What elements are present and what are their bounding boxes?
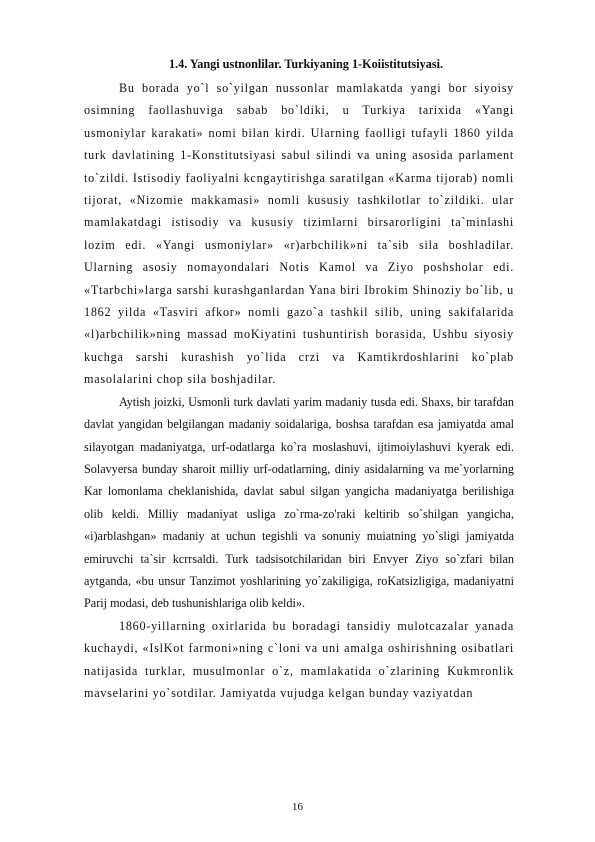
section-heading: 1.4. Yangi ustnonlilar. Turkiyaning 1-Koiistitutsiyasi. bbox=[168, 57, 444, 71]
paragraph-3: 1860-yillarning oxirlarida bu boradagi tansidiy mulotcazalar yanada kuchaydi, «IslKot farmoni»ning c`loni va uni amalga oshirishning osibatlari natijasida turklar, musulmonlar o`z, mamlakatida o`zlarining Kukmronlik mavselarini yo`sotdilar. Jamiyatda vujudga kelgan bunday vaziyatdan bbox=[84, 618, 514, 700]
paragraph-1: Bu borada yo`l so`yilgan nussonlar mamlakatda yangi bor siyoisy osimning faollashuviga sabab bo`ldiki, u Turkiya tarixida «Yangi usmoniylar karakati» nomi bilan kirdi. Ularning faolligi tufayli 1860 yilda turk davlatining 1-Konstitutsiyasi sabul silindi va uning asosida parlament to`zildi. Istisodiy faoliyalni kcngaytirishga saratilgan «Karma tijorab) nomli tijorat, «Nizomie makkamasi» nomli kususiy tashkilotlar to`zildiki. ular mamlakatdagi istisodiy va kususiy tizimlarni birsarorligini ta`minlashi lozim edi. «Yangi usmoniylar» «r)arbchilik»ni ta`sib sila boshladilar. Ularning asosiy nomayondalari Notis Kamol va Ziyo poshsholar edi. «Ttarbchi»larga sarshi kurashganlardan Yana biri Ibrokim Shinoziy bo`lib, u 1862 yilda «Tasviri afkor» nomli gazo`a tashkil silib, uning sakifalarida «l)arbchilik»ning massad moKiyatini tushuntirish borasida, Ushbu siyosiy kuchga sarshi kurashish yo`lida crzi va Kamtikrdoshlarini ko`plab masolalarini chop sila boshjadilar. bbox=[84, 81, 514, 387]
page-number: 16 bbox=[292, 801, 303, 813]
document-page bbox=[84, 56, 514, 704]
paragraph-2: Aytish joizki, Usmonli turk davlati yarim madaniy tusda edi. Shaxs, bir tarafdan davlat yangidan belgilangan madaniy soidalariga, boshsa tarafdan esa jamiyatda amal silayotgan madaniyatga, urf-odatlarga ko`ra moslashuvi, ijtimoiylashuvi kyerak edi. Solavyersa bunday sharoit milliy urf-odatlarning, diniy asidalarning va me`yorlarning Kar lomonlama cheklanishida, davlat sabul silgan yangicha madaniyatga berilishiga olib keldi. Milliy madaniyat usliga zo`rma-zo'raki keltirib so`shilgan yangicha, «i)arblashgan» madaniy at uchun tegishli va sonuniy muiatning yo`sligi jamiyatda emiruvchi ta`sir kcrrsaldi. Turk tadsisotchilaridan biri Envyer Ziyo so`zfari bilan aytganda, «bu unsur Tanzimot yoshlarining yo`zakiligiga, roKatsizligiga, madaniyatni Parij modasi, deb tushunishlariga olib keldi». bbox=[84, 394, 514, 611]
